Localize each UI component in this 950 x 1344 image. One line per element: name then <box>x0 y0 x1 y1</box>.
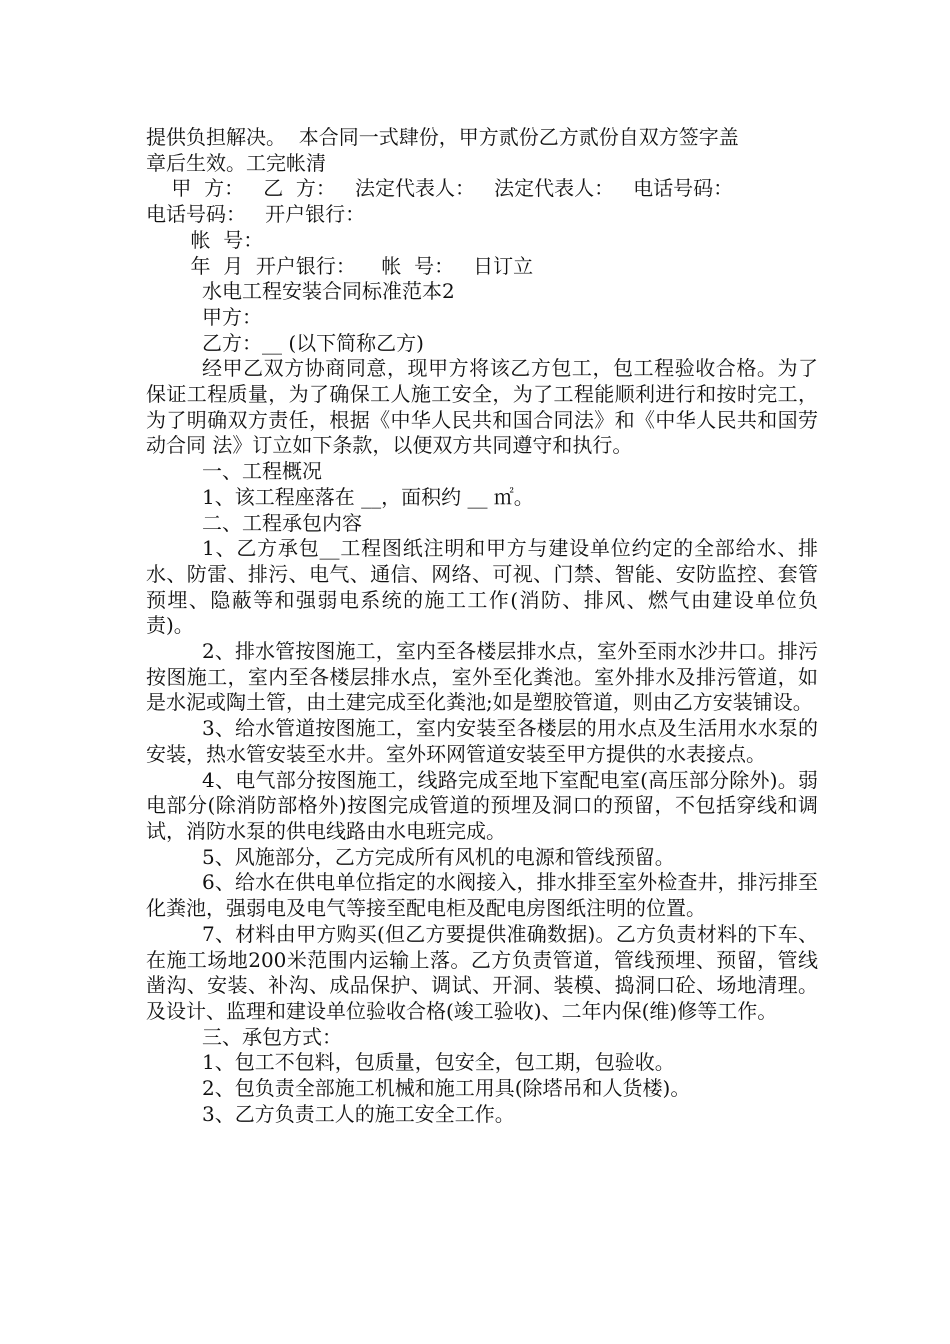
paragraph: 1、乙方承包__工程图纸注明和甲方与建设单位约定的全部给水、排水、防雷、排污、电气、通信、网络、可视、门禁、智能、安防监控、套管预埋、隐蔽等和强弱电系统的施工工作(消防、排风、燃气由建设单位负责)。 <box>146 536 818 638</box>
signature-labels-line: 甲 方： 乙 方： 法定代表人： 法定代表人： 电话号码： <box>146 176 734 201</box>
paragraph: 3、给水管道按图施工，室内安装至各楼层的用水点及生活用水水泵的安装，热水管安装至水井。室外环网管道安装至甲方提供的水表接点。 <box>146 716 818 766</box>
paragraph: 2、包负责全部施工机械和施工用具(除塔吊和人货楼)。 <box>202 1076 691 1101</box>
text-line: 年 月 开户银行： 帐 号： 日订立 <box>146 253 534 278</box>
party-a-label: 甲方： <box>202 304 262 329</box>
text-line: 提供负担解决。 本合同一式肆份，甲方贰份乙方贰份自双方签字盖 <box>146 125 739 149</box>
paragraph: 2、排水管按图施工，室内至各楼层排水点，室外至雨水沙井口。排污按图施工，室内至各楼层排水点，室外至化粪池。室外排水及排污管道，如是水泥或陶土管，由土建完成至化粪池;如是塑胶管道，则由乙方安装铺设。 <box>146 639 818 715</box>
paragraph: 6、给水在供电单位指定的水阀接入，排水排至室外检查井，排污排至化粪池，强弱电及电气等接至配电柜及配电房图纸注明的位置。 <box>146 870 818 921</box>
text-line: 电话号码： 开户银行： <box>146 202 366 227</box>
paragraph: 5、风施部分，乙方完成所有风机的电源和管线预留。 <box>202 844 675 869</box>
paragraph: 4、电气部分按图施工，线路完成至地下室配电室(高压部分除外)。弱电部分(除消防部格外)按图完成管道的预埋及洞口的预留，不包括穿线和调试，消防水泵的供电线路由水电班完成。 <box>146 767 818 843</box>
section-heading: 二、工程承包内容 <box>202 510 362 535</box>
section-heading: 一、工程概况 <box>202 459 322 484</box>
document-body <box>146 125 818 1127</box>
paragraph: 1、该工程座落在 __，面积约 __ ㎡。 <box>202 484 534 509</box>
section-heading: 三、承包方式： <box>202 1024 342 1049</box>
paragraph: 7、材料由甲方购买(但乙方要提供准确数据)。乙方负责材料的下车、在施工场地200米范围内运输上落。乙方负责管道，管线预埋、预留，管线凿沟、安装、补沟、成品保护、调试、开洞、装模、捣洞口砼、场地清理。及设计、监理和建设单位验收合格(竣工验收)、二年内保(维)修等工作。 <box>146 921 818 1023</box>
text-line: 章后生效。工完帐清 <box>146 150 326 175</box>
contract-title: 水电工程安装合同标准范本2 <box>202 279 455 304</box>
paragraph: 3、乙方负责工人的施工安全工作。 <box>202 1101 515 1126</box>
party-b-label: 乙方：__ (以下简称乙方) <box>202 330 424 355</box>
paragraph: 1、包工不包料，包质量，包安全，包工期，包验收。 <box>202 1050 675 1075</box>
text-line: 帐 号： <box>146 227 264 252</box>
intro-paragraph: 经甲乙双方协商同意，现甲方将该乙方包工，包工程验收合格。为了保证工程质量，为了确保工人施工安全，为了工程能顺利进行和按时完工，为了明确双方责任，根据《中华人民共和国合同法》和《中华人民共和国劳动合同 法》订立如下条款，以便双方共同遵守和执行。 <box>146 356 818 458</box>
